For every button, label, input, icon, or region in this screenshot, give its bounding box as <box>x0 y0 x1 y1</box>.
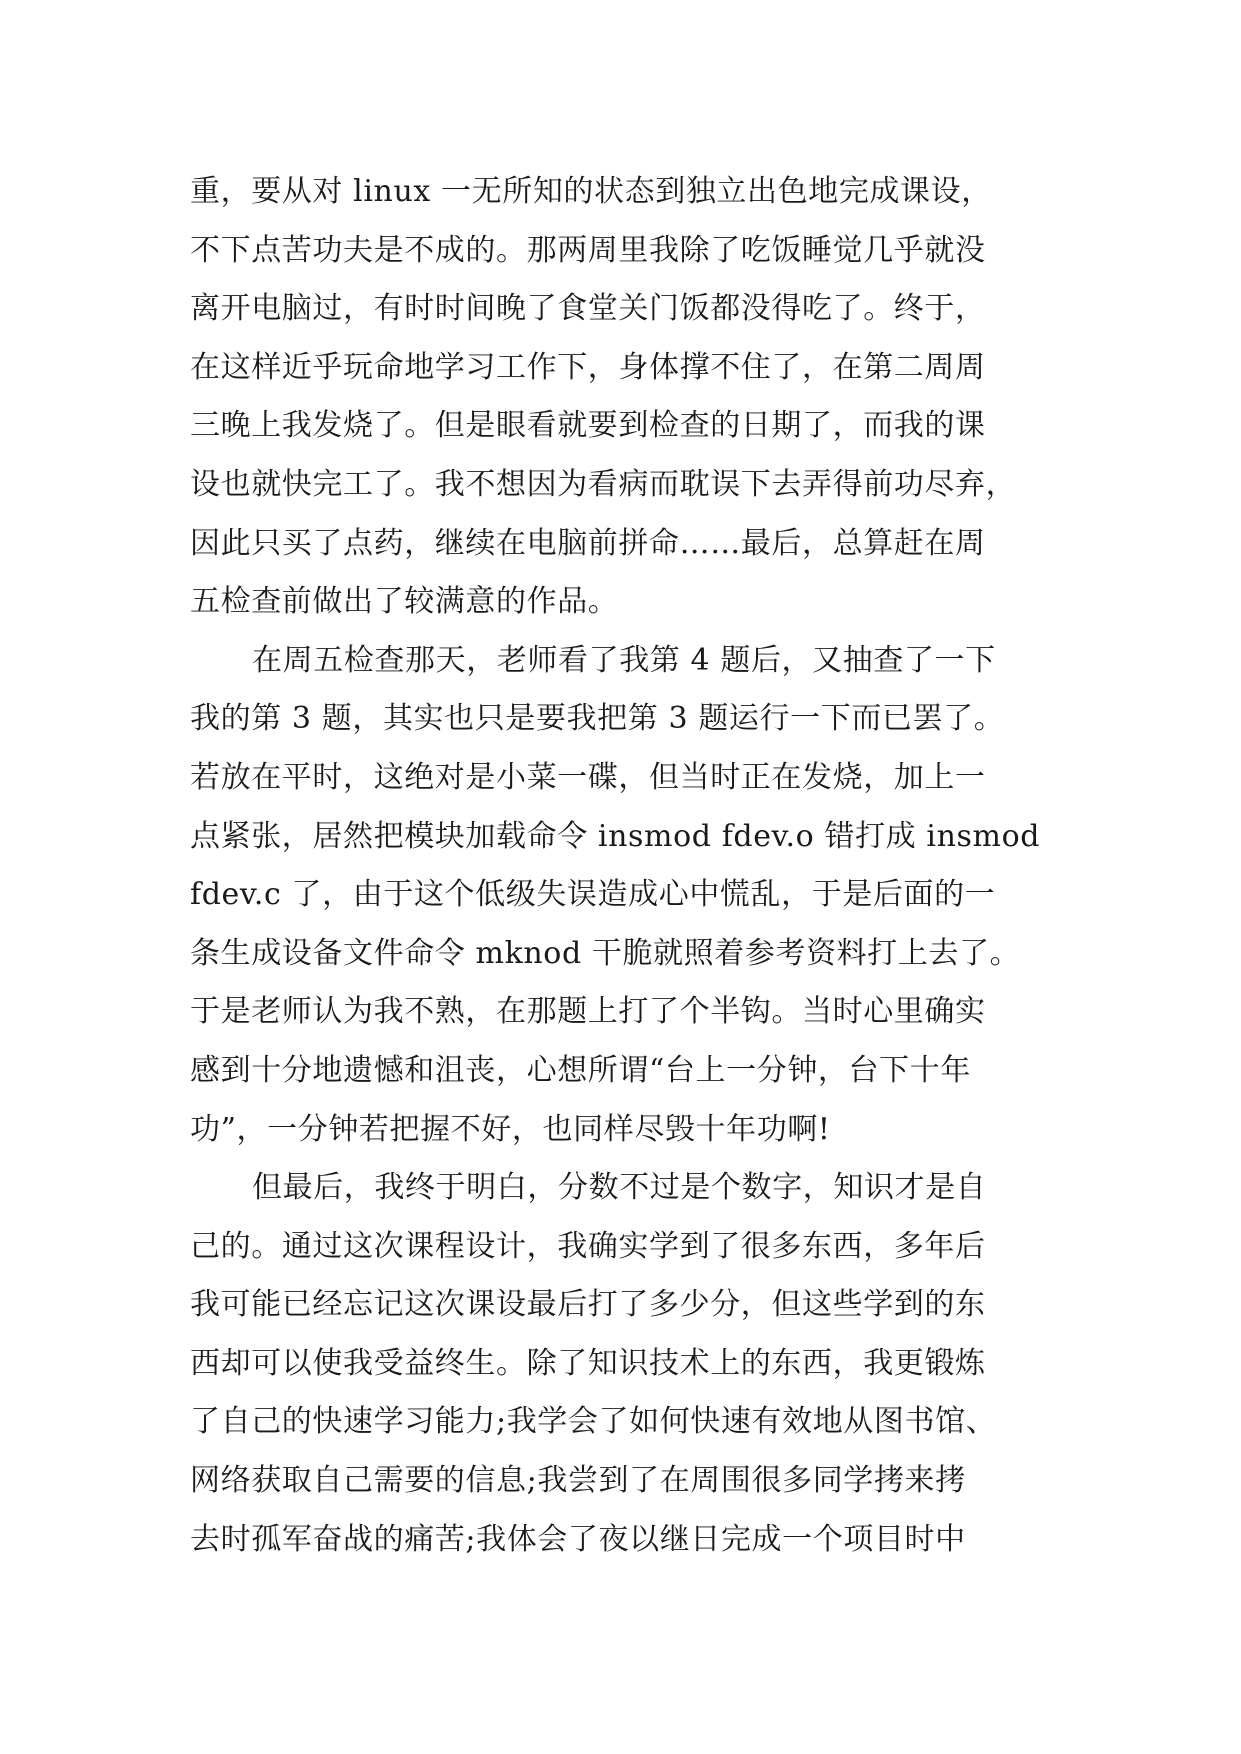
text-line: 我的第 3 题，其实也只是要我把第 3 题运行一下而已罢了。 <box>190 701 1005 737</box>
paragraph-first-line: 在周五检查那天，老师看了我第 4 题后，又抽查了一下 <box>252 642 996 678</box>
text-line: 网络获取自己需要的信息;我尝到了在周围很多同学拷来拷 <box>190 1463 966 1499</box>
text-line: 了自己的快速学习能力;我学会了如何快速有效地从图书馆、 <box>190 1404 997 1440</box>
text-line: 己的。通过这次课程设计，我确实学到了很多东西，多年后 <box>190 1228 986 1264</box>
text-line: 功”，一分钟若把握不好，也同样尽毁十年功啊! <box>190 1111 831 1147</box>
text-line: 我可能已经忘记这次课设最后打了多少分，但这些学到的东 <box>190 1287 986 1323</box>
text-line: 五检查前做出了较满意的作品。 <box>190 584 619 620</box>
body-text <box>190 163 1070 1569</box>
text-line: fdev.c 了，由于这个低级失误造成心中慌乱，于是后面的一 <box>190 877 996 913</box>
text-line: 设也就快完工了。我不想因为看病而耽误下去弄得前功尽弃， <box>190 466 1017 502</box>
text-line: 点紧张，居然把模块加载命令 insmod fdev.o 错打成 insmod <box>190 818 1041 854</box>
text-line: 于是老师认为我不熟，在那题上打了个半钩。当时心里确实 <box>190 994 986 1030</box>
text-line: 不下点苦功夫是不成的。那两周里我除了吃饭睡觉几乎就没 <box>190 232 986 268</box>
text-line: 感到十分地遗憾和沮丧，心想所谓“台上一分钟，台下十年 <box>190 1052 971 1088</box>
text-line: 在这样近乎玩命地学习工作下，身体撑不住了，在第二周周 <box>190 349 986 385</box>
text-line: 离开电脑过，有时时间晚了食堂关门饭都没得吃了。终于， <box>190 291 986 327</box>
text-line: 条生成设备文件命令 mknod 干脆就照着参考资料打上去了。 <box>190 935 1021 971</box>
text-line: 重，要从对 linux 一无所知的状态到独立出色地完成课设， <box>190 174 992 209</box>
text-line: 因此只买了点药，继续在电脑前拼命……最后，总算赶在周 <box>190 525 986 561</box>
text-line: 去时孤军奋战的痛苦;我体会了夜以继日完成一个项目时中 <box>190 1521 966 1557</box>
text-line: 若放在平时，这绝对是小菜一碟，但当时正在发烧，加上一 <box>190 759 986 795</box>
paragraph-first-line: 但最后，我终于明白，分数不过是个数字，知识才是自 <box>252 1170 987 1206</box>
text-line: 西却可以使我受益终生。除了知识技术上的东西，我更锻炼 <box>190 1345 986 1381</box>
text-line: 三晚上我发烧了。但是眼看就要到检查的日期了，而我的课 <box>190 408 986 444</box>
